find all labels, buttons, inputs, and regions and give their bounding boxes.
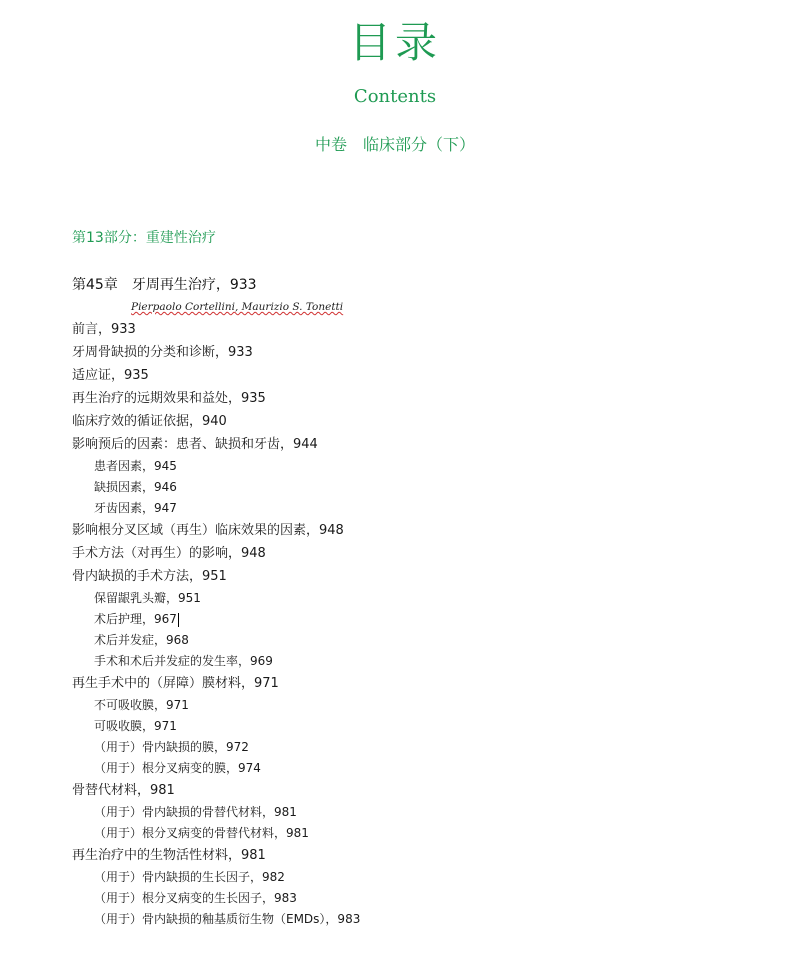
toc-entry xyxy=(72,542,712,565)
toc-entry-text: （用于）骨内缺损的釉基质衍生物（EMDs），983 xyxy=(94,912,361,926)
toc-entry-text: 前言，933 xyxy=(72,322,136,337)
toc-entry-text: 术后并发症，968 xyxy=(94,633,189,647)
toc-subentry xyxy=(72,888,712,909)
toc-entry-text: （用于）骨内缺损的膜，972 xyxy=(94,740,249,754)
page-subtitle: Contents xyxy=(353,86,437,107)
toc-entry-text: （用于）骨内缺损的生长因子，982 xyxy=(94,870,285,884)
toc-entry-text: 不可吸收膜，971 xyxy=(94,698,189,712)
toc-entry-text: （用于）根分叉病变的生长因子，983 xyxy=(94,891,297,905)
toc-subentry xyxy=(72,695,712,716)
toc-entry-text: （用于）骨内缺损的骨替代材料，981 xyxy=(94,805,297,819)
toc-subentry xyxy=(72,609,712,630)
toc-entry xyxy=(72,410,712,433)
toc-entry-text: 再生治疗中的生物活性材料，981 xyxy=(72,848,266,863)
toc-entry-text: 再生手术中的（屏障）膜材料，971 xyxy=(72,676,279,691)
toc-subentry xyxy=(72,651,712,672)
chapter-authors: Pierpaolo Cortellini, Maurizio S. Tonetti xyxy=(131,301,344,313)
toc-entry xyxy=(72,387,712,410)
toc-entry xyxy=(72,519,712,542)
text-cursor xyxy=(178,613,179,627)
toc-entry xyxy=(72,433,712,456)
toc-subentry xyxy=(72,630,712,651)
toc-entry-text: 可吸收膜，971 xyxy=(94,719,177,733)
toc-list xyxy=(72,318,712,930)
toc-entry-text: 手术和术后并发症的发生率，969 xyxy=(94,654,273,668)
toc-entry-text: 手术方法（对再生）的影响，948 xyxy=(72,546,266,561)
toc-subentry xyxy=(72,456,712,477)
toc-entry-text: （用于）根分叉病变的骨替代材料，981 xyxy=(94,826,309,840)
toc-entry-text: 再生治疗的远期效果和益处，935 xyxy=(72,391,266,406)
toc-entry xyxy=(72,364,712,387)
toc-entry-text: 牙齿因素，947 xyxy=(94,501,177,515)
toc-entry-text: 患者因素，945 xyxy=(94,459,177,473)
toc-entry xyxy=(72,844,712,867)
toc-entry-text: 术后护理，967 xyxy=(94,612,177,626)
toc-entry xyxy=(72,672,712,695)
toc-entry-text: 保留龈乳头瓣，951 xyxy=(94,591,201,605)
toc-subentry xyxy=(72,823,712,844)
toc-subentry xyxy=(72,909,712,930)
toc-entry-text: 骨内缺损的手术方法，951 xyxy=(72,569,227,584)
toc-subentry xyxy=(72,802,712,823)
toc-entry xyxy=(72,318,712,341)
toc-entry-text: 缺损因素，946 xyxy=(94,480,177,494)
toc-entry xyxy=(72,779,712,802)
toc-subentry xyxy=(72,716,712,737)
toc-entry-text: 影响预后的因素：患者、缺损和牙齿，944 xyxy=(72,437,318,452)
toc-entry-text: 影响根分叉区域（再生）临床效果的因素，948 xyxy=(72,523,344,538)
toc-entry-text: 适应证，935 xyxy=(72,368,149,383)
part-heading: 第13部分：重建性治疗 xyxy=(72,230,216,246)
page-title: 目录 xyxy=(348,18,441,67)
volume-heading: 中卷 临床部分（下） xyxy=(314,135,475,154)
chapter-heading: 第45章 牙周再生治疗，933 xyxy=(72,277,257,293)
toc-entry xyxy=(72,341,712,364)
toc-subentry xyxy=(72,477,712,498)
toc-entry xyxy=(72,565,712,588)
toc-subentry xyxy=(72,588,712,609)
toc-entry-text: 临床疗效的循证依据，940 xyxy=(72,414,227,429)
toc-subentry xyxy=(72,867,712,888)
toc-subentry xyxy=(72,737,712,758)
toc-entry-text: （用于）根分叉病变的膜，974 xyxy=(94,761,261,775)
toc-entry-text: 骨替代材料，981 xyxy=(72,783,175,798)
toc-subentry xyxy=(72,758,712,779)
toc-subentry xyxy=(72,498,712,519)
toc-entry-text: 牙周骨缺损的分类和诊断，933 xyxy=(72,345,253,360)
